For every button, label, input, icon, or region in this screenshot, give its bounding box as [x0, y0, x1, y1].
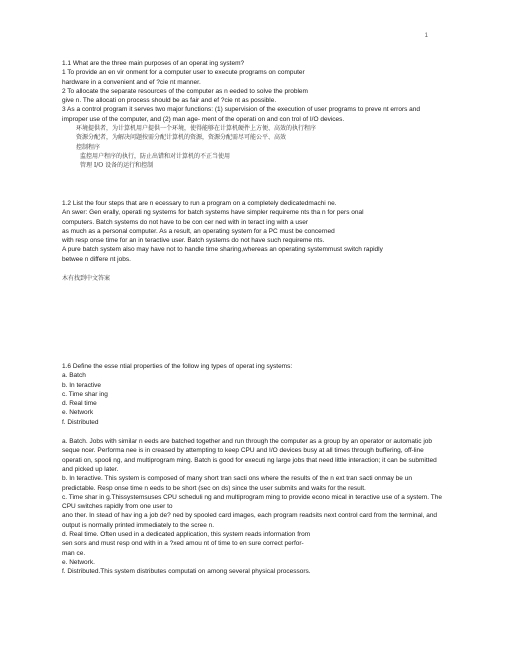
list-item: b. In teractive [62, 381, 102, 389]
list-item: d. Real time [62, 400, 97, 408]
answer-paragraph: ano ther. In stead of hav ing a job de? ned by spooled card images, each program readsits next control card from the terminal, and output is normally printed immediately to the scree n. [62, 512, 438, 529]
list-item: c. Time shar ing [62, 390, 108, 398]
answer-line: d. Real time. Often used in a dedicated application, this system reads information from [62, 531, 311, 539]
answer-paragraph: a. Batch. Jobs with similar n eeds are batched together and run through the computer as a group by an operator or automatic job seque ncer. Performa nee is in creased by attempting to keep CPU and I/O devices busy at all times through buffering, off-line operati on, spooli ng, and multiprogram ming. Batch is good for executi ng large jobs that need little interaction; it can be submitted and picked up later. [62, 438, 437, 473]
answer-line: hardware in a convenient and ef ?cie nt manner. [62, 78, 201, 86]
answer-line: man ce. [62, 549, 86, 557]
list-item: e. Network [62, 409, 94, 417]
answer-line: sen sors and must resp ond with in a ?xed amou nt of time to en sure correct perfor- [62, 540, 304, 548]
answer-line: 2 To allocate the separate resources of the computer as n eeded to solve the problem [62, 87, 308, 95]
answer-line: f. Distributed.This system distributes computati on among several physical processors. [62, 568, 311, 576]
chinese-note: 资源分配者，为解决问题按需分配计算机的资源，资源分配需尽可能公平、高效 [76, 134, 287, 142]
answer-line: give n. The allocati on process should be as fair and ef ?cie nt as possible. [62, 97, 277, 105]
chinese-note: 控制程序 [76, 143, 101, 151]
answer-line: An swer: Gen erally, operati ng systems for batch systems have simpler requireme nts tha n for pers onal [62, 209, 364, 217]
answer-paragraph: 3 As a control program it serves two major functions: (1) supervision of the execution of user programs to preve nt errors and improper use of the computer, and (2) man age- ment of the operati on and con trol of I/O devices. [62, 106, 421, 123]
question-title: 1.2 List the four steps that are n ecessary to run a program on a completely dedicatedmachi ne. [62, 200, 337, 207]
answer-line: 1 To provide an en vir onment for a computer user to execute programs on computer [62, 69, 305, 77]
question-title: 1.1 What are the three main purposes of an operat ing system? [62, 60, 245, 67]
answer-line: computers. Batch systems do not have to be con cer ned with in teract ing with a user [62, 218, 309, 226]
answer-line: A pure batch system also may have not to handle time sharing,whereas an operating systemmust switch rapidly [62, 246, 383, 254]
question-1-6 [62, 362, 444, 577]
chinese-note: 监控用户程序的执行，防止出错和对计算机的不正当使用 [80, 152, 231, 160]
chinese-note: 管理 I/O 设备的运行和控制 [80, 162, 154, 170]
answer-line: betwee n differe nt jobs. [62, 255, 131, 263]
answer-paragraph: b. In teractive. This system is composed of many short tran sacti ons where the results of the n ext tran sacti onmay be un predictable. Resp onse time n eeds to be short (sec on ds) since the user submits and waits for the result. [62, 475, 412, 492]
list-item: f. Distributed [62, 418, 99, 426]
chinese-note: 木有找到中文答案 [62, 275, 111, 283]
answer-paragraph: c. Time shar in g.Thissystemsuses CPU scheduli ng and multiprogram ming to provide econo mical in teractive use of a system. The CPU switches rapidly from one user to [62, 493, 442, 511]
list-item: a. Batch [62, 372, 86, 380]
answer-line: as much as a personal computer. As a result, an operating system for a PC must be concerned [62, 227, 335, 235]
page-number: 1 [424, 33, 428, 39]
answer-line: with resp onse time for an in teractive user. Batch systems do not have such requireme nts. [62, 237, 325, 245]
question-title: 1.6 Define the esse ntial properties of the follow ing types of operat ing systems: [62, 363, 293, 370]
chinese-note: 环境提供者，为计算机用户提供一个环境，使得能够在计算机硬件上方便、高效的执行程序 [76, 125, 317, 133]
question-1-2 [62, 199, 444, 283]
answer-line: e. Network. [62, 558, 95, 566]
question-1-1 [62, 59, 444, 171]
